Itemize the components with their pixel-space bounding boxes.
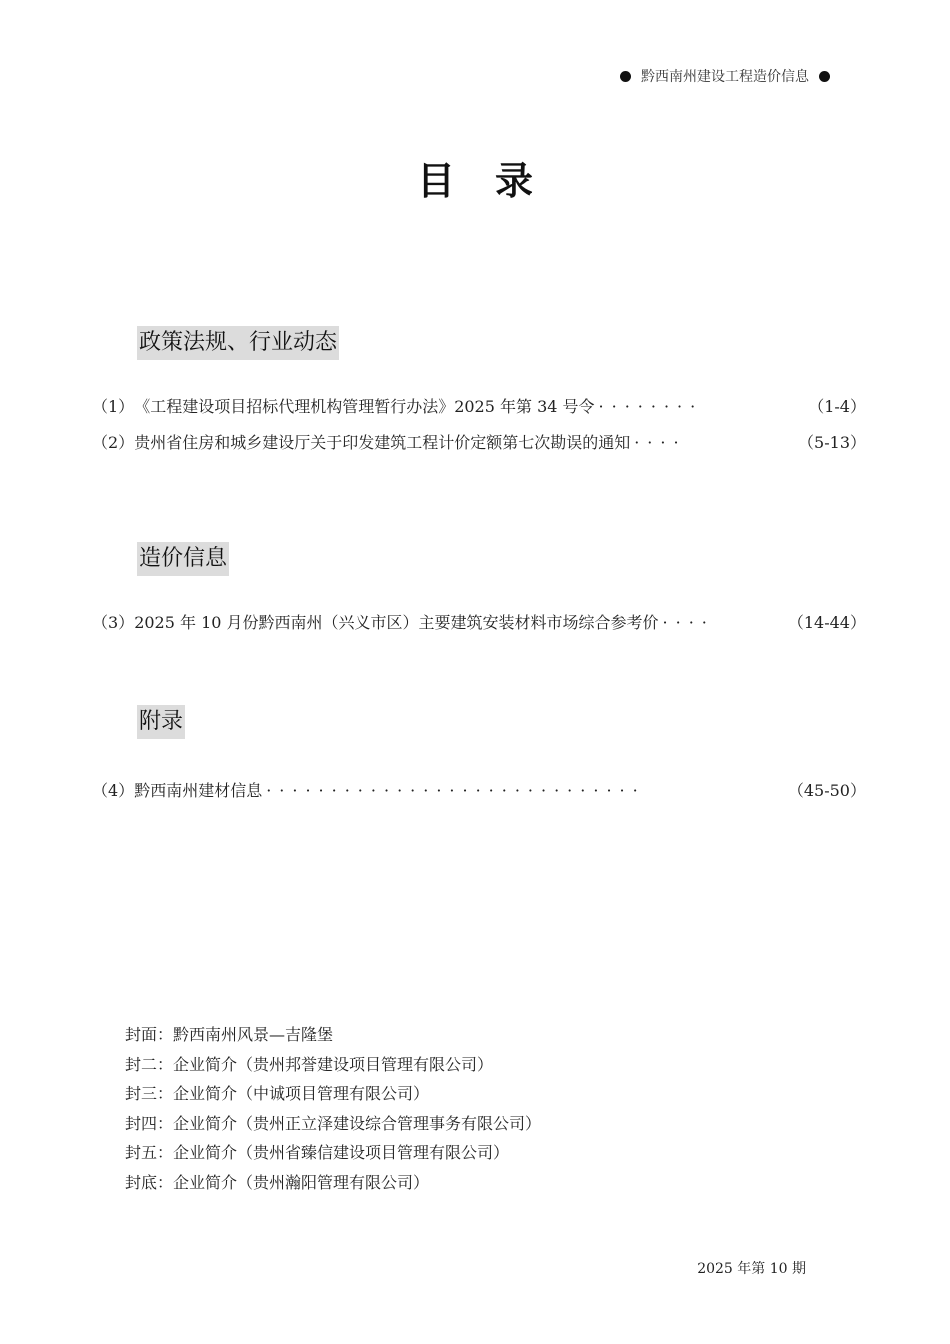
cover-note: 封四：企业简介（贵州正立泽建设综合管理事务有限公司） [125,1113,542,1133]
toc-item[interactable] [92,432,866,454]
cover-note: 封面：黔西南州风景—吉隆堡 [125,1025,334,1044]
section-heading-policy: 政策法规、行业动态 [137,326,339,360]
toc-item-number: （2） [92,433,135,452]
toc-item[interactable] [92,396,866,418]
toc-item[interactable] [92,780,866,802]
cover-note: 封底：企业简介（贵州瀚阳管理有限公司） [125,1172,430,1192]
cover-note: 封五：企业简介（贵州省臻信建设项目管理有限公司） [125,1143,510,1162]
section-heading-pricing: 造价信息 [137,542,229,576]
toc-item-text: 《工程建设项目招标代理机构管理暂行办法》2025 年第 34 号令 [134,397,595,416]
toc-item-number: （3） [92,613,135,632]
cover-notes [125,1020,541,1197]
toc-item-text: 黔西南州建材信息 [134,781,263,800]
toc-item-pages: （14-44） [787,613,866,632]
toc-item-text: 贵州省住房和城乡建设厅关于印发建筑工程计价定额第七次勘误的通知 [134,433,631,452]
cover-note: 封二：企业简介（贵州邦誉建设项目管理有限公司） [125,1054,494,1074]
cover-note: 封三：企业简介（中诚项目管理有限公司） [125,1084,430,1103]
toc-item-pages: （1-4） [808,397,866,416]
toc-item-leader: ····························· [266,781,646,800]
page-title: 目录 [416,159,573,203]
toc-item-number: （4） [92,781,135,800]
issue-number: 2025 年第 10 期 [697,1261,806,1277]
toc-item-pages: （45-50） [787,781,866,800]
toc-item[interactable] [92,612,866,634]
bullet-icon [620,71,631,82]
toc-item-leader: ···· [662,613,715,632]
toc-item-number: （1） [92,397,135,416]
running-title: 黔西南州建设工程造价信息 [641,69,809,85]
toc-item-leader: ···· [634,433,687,452]
bullet-icon [819,71,830,82]
toc-item-leader: ········ [598,397,704,416]
toc-item-pages: （5-13） [798,433,866,452]
section-heading-appendix: 附录 [137,705,185,739]
toc-item-text: 2025 年 10 月份黔西南州（兴义市区）主要建筑安装材料市场综合参考价 [134,613,659,632]
running-header [620,66,830,86]
